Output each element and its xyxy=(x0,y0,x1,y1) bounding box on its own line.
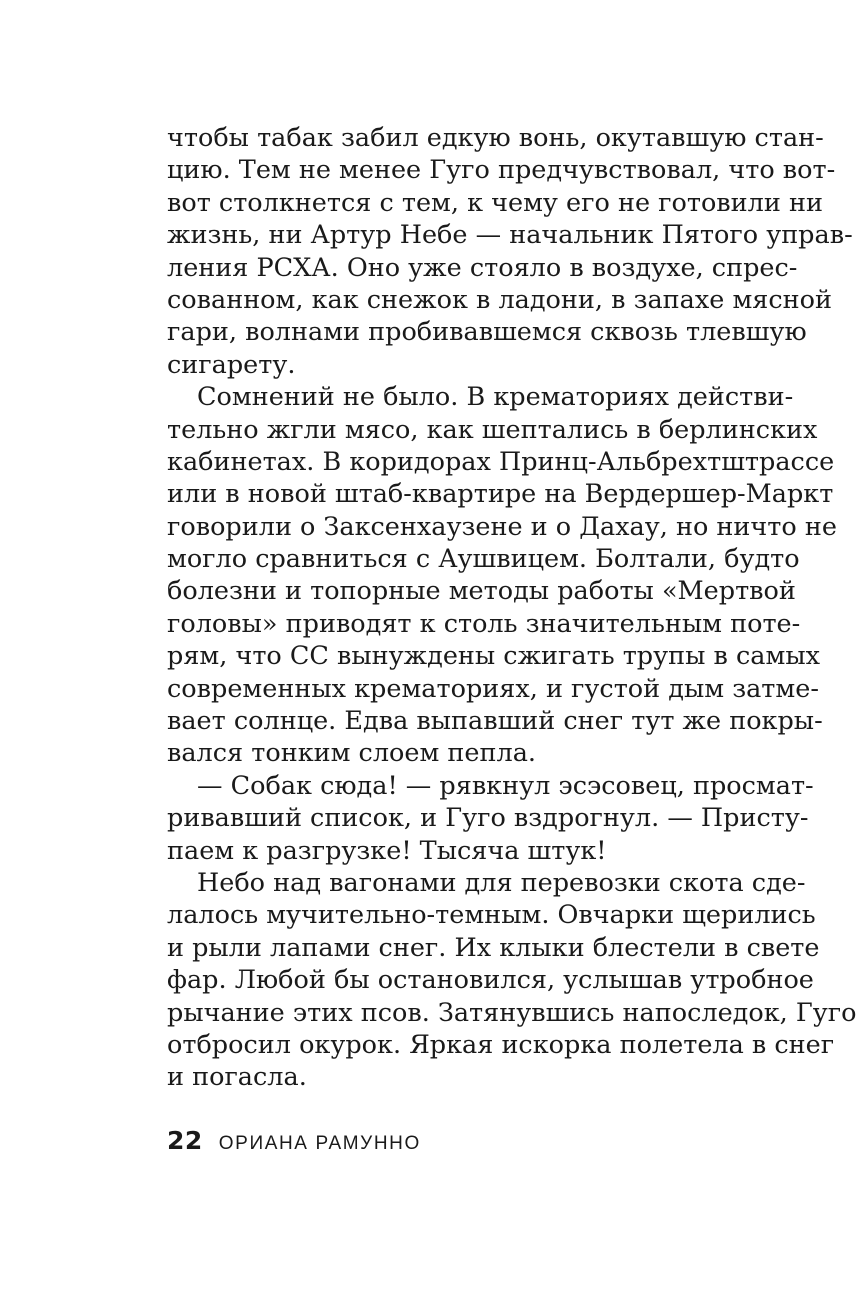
text-line: современных крематориях, и густой дым затме- xyxy=(167,673,819,704)
text-line: рям, что СС вынуждены сжигать трупы в самых xyxy=(167,641,820,672)
text-line: цию. Тем не менее Гуго предчувствовал, что вот- xyxy=(167,155,836,186)
text-line: — Собак сюда! — рявкнул эсэсовец, просмат- xyxy=(197,770,814,801)
text-line: тельно жгли мясо, как шептались в берлинских xyxy=(167,414,818,445)
text-line: вает солнце. Едва выпавший снег тут же покры- xyxy=(167,706,823,737)
page-number: 22 xyxy=(167,1126,203,1155)
text-line: головы» приводят к столь значительным поте- xyxy=(167,608,801,639)
text-line: болезни и топорные методы работы «Мертвой xyxy=(167,576,796,607)
text-line: и погасла. xyxy=(167,1062,307,1093)
paragraph xyxy=(167,770,814,867)
text-line: говорили о Заксенхаузене и о Дахау, но ничто не xyxy=(167,511,837,542)
running-head-author: ОРИАНА РАМУННО xyxy=(218,1133,421,1154)
text-line: ления РСХА. Оно уже стояло в воздухе, спрес- xyxy=(167,252,798,283)
text-line: вот столкнется с тем, к чему его не готовили ни xyxy=(167,187,823,218)
text-line: отбросил окурок. Яркая искорка полетела в снег xyxy=(167,1029,835,1060)
text-line: вался тонким слоем пепла. xyxy=(167,738,537,769)
text-line: сованном, как снежок в ладони, в запахе мясной xyxy=(167,284,833,315)
text-line: фар. Любой бы остановился, услышав утробное xyxy=(167,965,814,996)
text-line: рычание этих псов. Затянувшись напоследок, Гуго xyxy=(167,997,856,1028)
text-line: лалось мучительно-темным. Овчарки щерились xyxy=(167,900,816,931)
text-line: гари, волнами пробивавшемся сквозь тлевшую xyxy=(167,317,807,348)
text-line: могло сравниться с Аушвицем. Болтали, будто xyxy=(167,544,800,575)
text-line: и рыли лапами снег. Их клыки блестели в свете xyxy=(167,932,820,963)
paragraph xyxy=(167,867,856,1094)
paragraph xyxy=(167,122,853,381)
text-line: или в новой штаб-квартире на Вердершер-Маркт xyxy=(167,479,834,510)
text-line: Небо над вагонами для перевозки скота сде- xyxy=(197,867,806,898)
page-footer xyxy=(167,1126,421,1156)
text-line: Сомнений не было. В крематориях действи- xyxy=(197,382,794,413)
paragraph xyxy=(167,381,837,770)
body-text xyxy=(167,122,856,1094)
text-line: ривавший список, и Гуго вздрогнул. — Присту- xyxy=(167,803,809,834)
text-line: чтобы табак забил едкую вонь, окутавшую стан- xyxy=(167,123,824,153)
text-line: сигарету. xyxy=(167,349,296,380)
text-line: жизнь, ни Артур Небе — начальник Пятого управ- xyxy=(167,220,853,251)
text-line: кабинетах. В коридорах Принц-Альбрехтштрассе xyxy=(167,446,835,477)
text-line: паем к разгрузке! Тысяча штук! xyxy=(167,835,607,866)
